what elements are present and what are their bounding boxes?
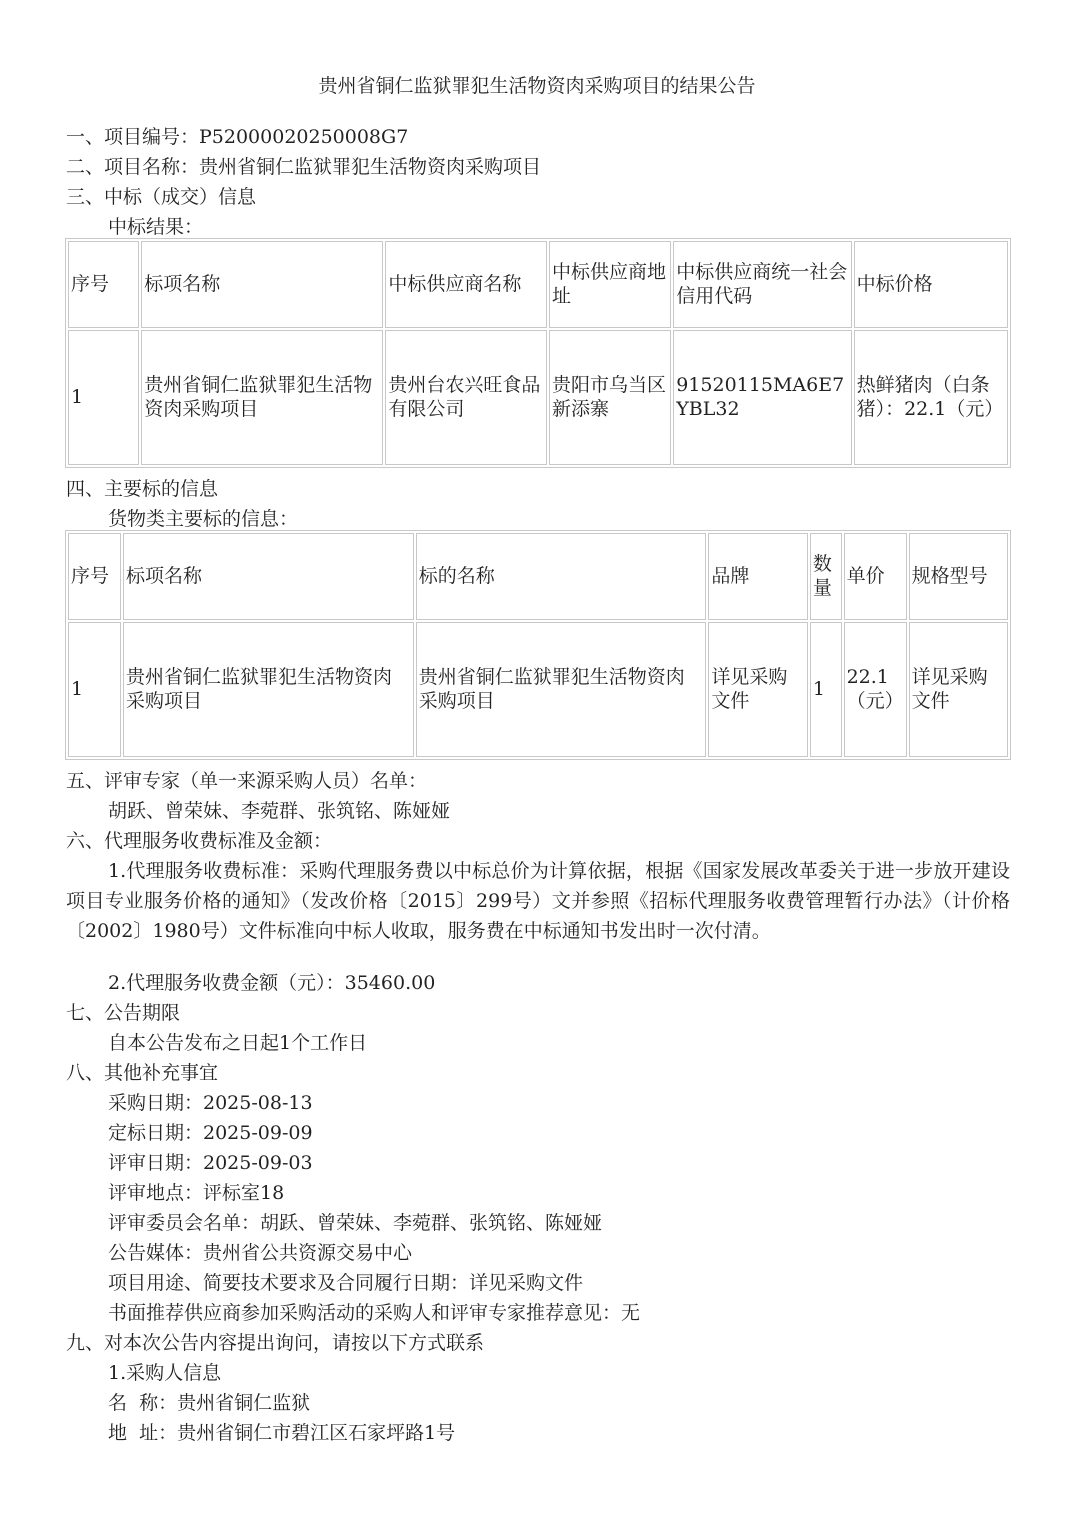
goods-table [65, 530, 1011, 760]
header-cell: 序号 [68, 241, 139, 328]
header-cell: 标的名称 [416, 533, 707, 620]
cell-item-name: 贵州省铜仁监狱罪犯生活物资肉采购项目 [123, 622, 414, 757]
header-cell: 中标供应商地址 [549, 241, 671, 328]
section-agency-fee: 六、代理服务收费标准及金额： [66, 830, 333, 852]
section-experts: 五、评审专家（单一来源采购人员）名单： [66, 770, 428, 792]
purchaser-address: 地 址：贵州省铜仁市碧江区石家坪路1号 [108, 1422, 456, 1444]
section-notice-period: 七、公告期限 [66, 1002, 181, 1024]
project-number: 一、项目编号：P52000020250008G7 [66, 126, 409, 148]
project-name: 二、项目名称：贵州省铜仁监狱罪犯生活物资肉采购项目 [66, 156, 542, 178]
cell-quantity: 1 [810, 622, 842, 757]
fee-amount: 2.代理服务收费金额（元）：35460.00 [108, 972, 436, 994]
award-table [65, 238, 1011, 468]
list-item: 评审委员会名单：胡跃、曾荣妹、李菀群、张筑铭、陈娅娅 [108, 1212, 603, 1234]
award-result-label: 中标结果： [108, 216, 204, 238]
header-cell: 中标价格 [854, 241, 1008, 328]
header-cell: 序号 [68, 533, 121, 620]
header-cell: 单价 [844, 533, 907, 620]
section-other-matters: 八、其他补充事宜 [66, 1062, 219, 1084]
cell-subject-name: 贵州省铜仁监狱罪犯生活物资肉采购项目 [416, 622, 707, 757]
header-cell: 中标供应商统一社会信用代码 [673, 241, 851, 328]
header-cell: 中标供应商名称 [385, 241, 547, 328]
purchaser-name: 名 称：贵州省铜仁监狱 [108, 1392, 311, 1414]
list-item: 评审日期：2025-09-03 [108, 1152, 313, 1174]
list-item: 采购日期：2025-08-13 [108, 1092, 313, 1114]
cell-credit-code: 91520115MA6E7YBL32 [673, 330, 851, 465]
cell-supplier: 贵州台农兴旺食品有限公司 [385, 330, 547, 465]
header-cell: 标项名称 [141, 241, 383, 328]
cell-seq: 1 [68, 622, 121, 757]
table-header-row [68, 533, 1008, 620]
goods-subject-label: 货物类主要标的信息： [108, 508, 299, 530]
page-title: 贵州省铜仁监狱罪犯生活物资肉采购项目的结果公告 [318, 75, 756, 97]
header-cell: 品牌 [708, 533, 807, 620]
list-item: 项目用途、简要技术要求及合同履行日期：详见采购文件 [108, 1272, 584, 1294]
cell-brand: 详见采购文件 [708, 622, 807, 757]
table-row [68, 622, 1008, 757]
header-cell: 标项名称 [123, 533, 414, 620]
section-award-info: 三、中标（成交）信息 [66, 186, 257, 208]
cell-price: 热鲜猪肉（白条猪）：22.1（元） [854, 330, 1008, 465]
list-item: 定标日期：2025-09-09 [108, 1122, 313, 1144]
section-contact: 九、对本次公告内容提出询问，请按以下方式联系 [66, 1332, 485, 1354]
purchaser-info-label: 1.采购人信息 [108, 1362, 222, 1384]
cell-unit-price: 22.1（元） [844, 622, 907, 757]
cell-address: 贵阳市乌当区新添寨 [549, 330, 671, 465]
cell-spec: 详见采购文件 [909, 622, 1008, 757]
table-header-row [68, 241, 1008, 328]
list-item: 书面推荐供应商参加采购活动的采购人和评审专家推荐意见：无 [108, 1302, 641, 1324]
list-item: 公告媒体：贵州省公共资源交易中心 [108, 1242, 413, 1264]
table-row [68, 330, 1008, 465]
expert-names: 胡跃、曾荣妹、李菀群、张筑铭、陈娅娅 [108, 800, 451, 822]
header-cell: 规格型号 [909, 533, 1008, 620]
list-item: 评审地点：评标室18 [108, 1182, 285, 1204]
cell-item-name: 贵州省铜仁监狱罪犯生活物资肉采购项目 [141, 330, 383, 465]
cell-seq: 1 [68, 330, 139, 465]
notice-period-text: 自本公告发布之日起1个工作日 [108, 1032, 368, 1054]
section-subject-info: 四、主要标的信息 [66, 478, 219, 500]
header-cell: 数量 [810, 533, 842, 620]
fee-standard-paragraph: 1.代理服务收费标准：采购代理服务费以中标总价为计算依据，根据《国家发展改革委关于进一步放开建设项目专业服务价格的通知》（发改价格〔2015〕299号）文并参照《招标代理服务收费管理暂行办法》（计价格〔2002〕1980号）文件标准向中标人收取，服务费在中标通知书发出时一次付清。 [66, 860, 1010, 942]
